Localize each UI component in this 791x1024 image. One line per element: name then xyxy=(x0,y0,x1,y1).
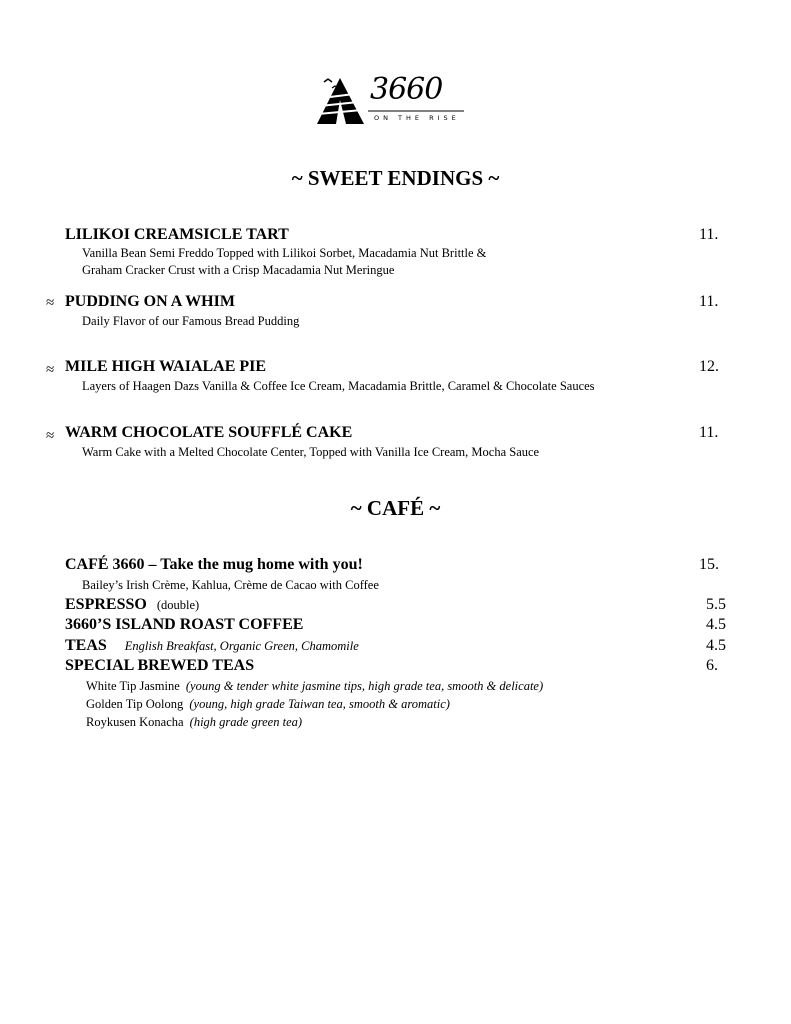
special-tea-item xyxy=(86,678,543,695)
special-tea-item xyxy=(86,714,302,731)
dessert-name: LILIKOI CREAMSICLE TART xyxy=(65,226,289,243)
dessert-price: 12. xyxy=(699,358,719,375)
dessert-description: Vanilla Bean Semi Freddo Topped with Lilikoi Sorbet, Macadamia Nut Brittle & xyxy=(82,246,487,260)
special-tea-name: Roykusen Konacha xyxy=(86,715,184,729)
espresso-row xyxy=(65,596,199,614)
teas-row xyxy=(65,637,359,655)
special-tea-name: White Tip Jasmine xyxy=(86,679,180,693)
signature-mark: ≈ xyxy=(46,362,55,378)
special-tea-name: Golden Tip Oolong xyxy=(86,697,184,711)
teas-price: 4.5 xyxy=(706,637,726,654)
cafe-heading: ~ CAFÉ ~ xyxy=(350,496,441,520)
sweet-endings-heading: ~ SWEET ENDINGS ~ xyxy=(291,166,500,190)
dessert-description: Daily Flavor of our Famous Bread Pudding xyxy=(82,314,300,328)
roast-coffee-name: 3660’S ISLAND ROAST COFFEE xyxy=(65,616,304,633)
dessert-price: 11. xyxy=(699,293,719,310)
dessert-name: MILE HIGH WAIALAE PIE xyxy=(65,358,267,375)
dessert-name: PUDDING ON A WHIM xyxy=(65,293,235,310)
logo-number: 3660 xyxy=(370,72,443,107)
mountain-logo-icon xyxy=(312,70,372,130)
dessert-description: Graham Cracker Crust with a Crisp Macadamia Nut Meringue xyxy=(82,263,395,277)
special-teas-name: SPECIAL BREWED TEAS xyxy=(65,657,255,674)
cafe-3660-name: CAFÉ 3660 – Take the mug home with you! xyxy=(65,556,363,573)
roast-coffee-price: 4.5 xyxy=(706,616,726,633)
special-tea-item xyxy=(86,696,450,713)
special-tea-note: (young, high grade Taiwan tea, smooth & aromatic) xyxy=(189,697,450,711)
dessert-name: WARM CHOCOLATE SOUFFLÉ CAKE xyxy=(65,424,353,441)
signature-mark: ≈ xyxy=(46,428,55,444)
teas-name: TEAS xyxy=(65,637,107,654)
dessert-price: 11. xyxy=(699,226,719,243)
teas-note: English Breakfast, Organic Green, Chamomile xyxy=(124,639,359,653)
espresso-note: (double) xyxy=(156,598,200,612)
dessert-price: 11. xyxy=(699,424,719,441)
espresso-price: 5.5 xyxy=(706,596,726,613)
special-teas-price: 6. xyxy=(706,657,718,674)
signature-mark: ≈ xyxy=(46,295,55,311)
espresso-name: ESPRESSO xyxy=(65,596,147,613)
dessert-description: Warm Cake with a Melted Chocolate Center, Topped with Vanilla Ice Cream, Mocha Sauce xyxy=(82,445,540,459)
special-tea-note: (young & tender white jasmine tips, high grade tea, smooth & delicate) xyxy=(185,679,544,693)
special-tea-note: (high grade green tea) xyxy=(189,715,303,729)
cafe-3660-price: 15. xyxy=(699,556,719,573)
restaurant-logo xyxy=(312,70,472,130)
dessert-description: Layers of Haagen Dazs Vanilla & Coffee Ice Cream, Macadamia Brittle, Caramel & Chocolate Sauces xyxy=(82,379,595,393)
cafe-3660-description: Bailey’s Irish Crème, Kahlua, Crème de Cacao with Coffee xyxy=(82,578,379,592)
logo-tagline: ON THE RISE xyxy=(374,114,460,122)
